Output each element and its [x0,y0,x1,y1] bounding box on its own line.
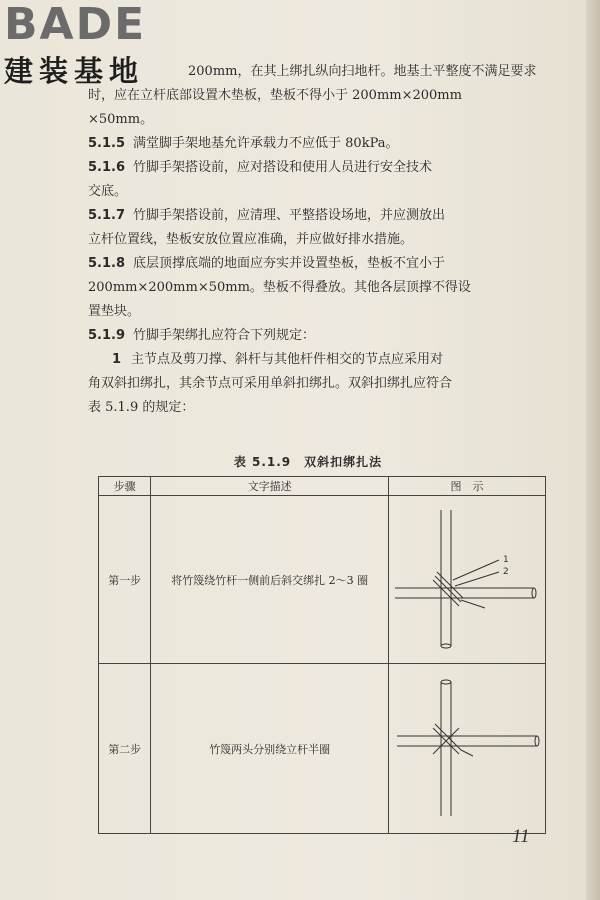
table-row [99,496,546,664]
row-desc: 竹篾两头分别绕立杆半圈 [151,664,389,834]
item-text: 角双斜扣绑扎，其余节点可采用单斜扣绑扎。双斜扣绑扎应符合 [88,376,453,391]
clause-text: 立杆位置线，垫板安放位置应准确，并应做好排水措施。 [88,232,414,247]
body-text [88,60,537,420]
page-spine [586,0,600,900]
text-line: 时，应在立杆底部设置木垫板，垫板不得小于 200mm×200mm [88,88,462,103]
binding-method-table [98,476,546,834]
header-figure: 图 示 [388,477,545,496]
clause-number: 5.1.8 [88,256,126,271]
item-1 [88,348,528,420]
text-line: ×50mm。 [88,112,154,127]
step2-diagram [389,664,545,830]
clause-text: 底层顶撑底端的地面应夯实并设置垫板，垫板不宜小于 [133,256,446,271]
step1-figure [388,496,545,664]
header-step: 步骤 [99,477,151,496]
row-step: 第二步 [99,664,151,834]
item-number: 1 [112,352,122,367]
clause-text: 竹脚手架绑扎应符合下列规定： [133,328,316,343]
table-row [99,664,546,834]
clause-text: 竹脚手架搭设前，应对搭设和使用人员进行安全技术 [133,160,433,175]
clause-5-1-9 [88,324,528,348]
clause-5-1-7 [88,204,528,252]
row-step: 第一步 [99,496,151,664]
clause-5-1-8 [88,252,528,324]
label-1: 1 [502,555,509,565]
clause-text: 置垫块。 [88,304,141,319]
label-2: 2 [502,567,509,577]
clause-text: 满堂脚手架地基允许承载力不应低于 80kPa。 [133,136,399,151]
clause-number: 5.1.9 [88,328,126,343]
clause-text: 200mm×200mm×50mm。垫板不得叠放。其他各层顶撑不得设 [88,280,471,295]
step1-diagram [389,496,545,660]
item-text: 表 5.1.9 的规定： [88,400,195,415]
table-caption: 表 5.1.9 双斜扣绑扎法 [233,455,383,469]
clause-5-1-5 [88,132,528,156]
text-line: 200mm，在其上绑扎纵向扫地杆。地基土平整度不满足要求 [188,64,537,79]
logo-brand: BADE [4,0,147,50]
step2-figure [388,664,545,834]
clause-text: 竹脚手架搭设前，应清理、平整搭设场地，并应测放出 [133,208,446,223]
page-number: 11 [512,826,530,847]
table-header-row [99,477,546,496]
item-text: 主节点及剪刀撑、斜杆与其他杆件相交的节点应采用对 [131,352,444,367]
clause-number: 5.1.5 [88,136,126,151]
row-desc: 将竹篾绕竹杆一侧前后斜交绑扎 2～3 圈 [151,496,389,664]
clause-5-1-6 [88,156,528,204]
logo-subtitle: 建装基地 [4,54,145,88]
clause-text: 交底。 [88,184,128,199]
clause-number: 5.1.6 [88,160,126,175]
clause-number: 5.1.7 [88,208,126,223]
header-desc: 文字描述 [151,477,389,496]
